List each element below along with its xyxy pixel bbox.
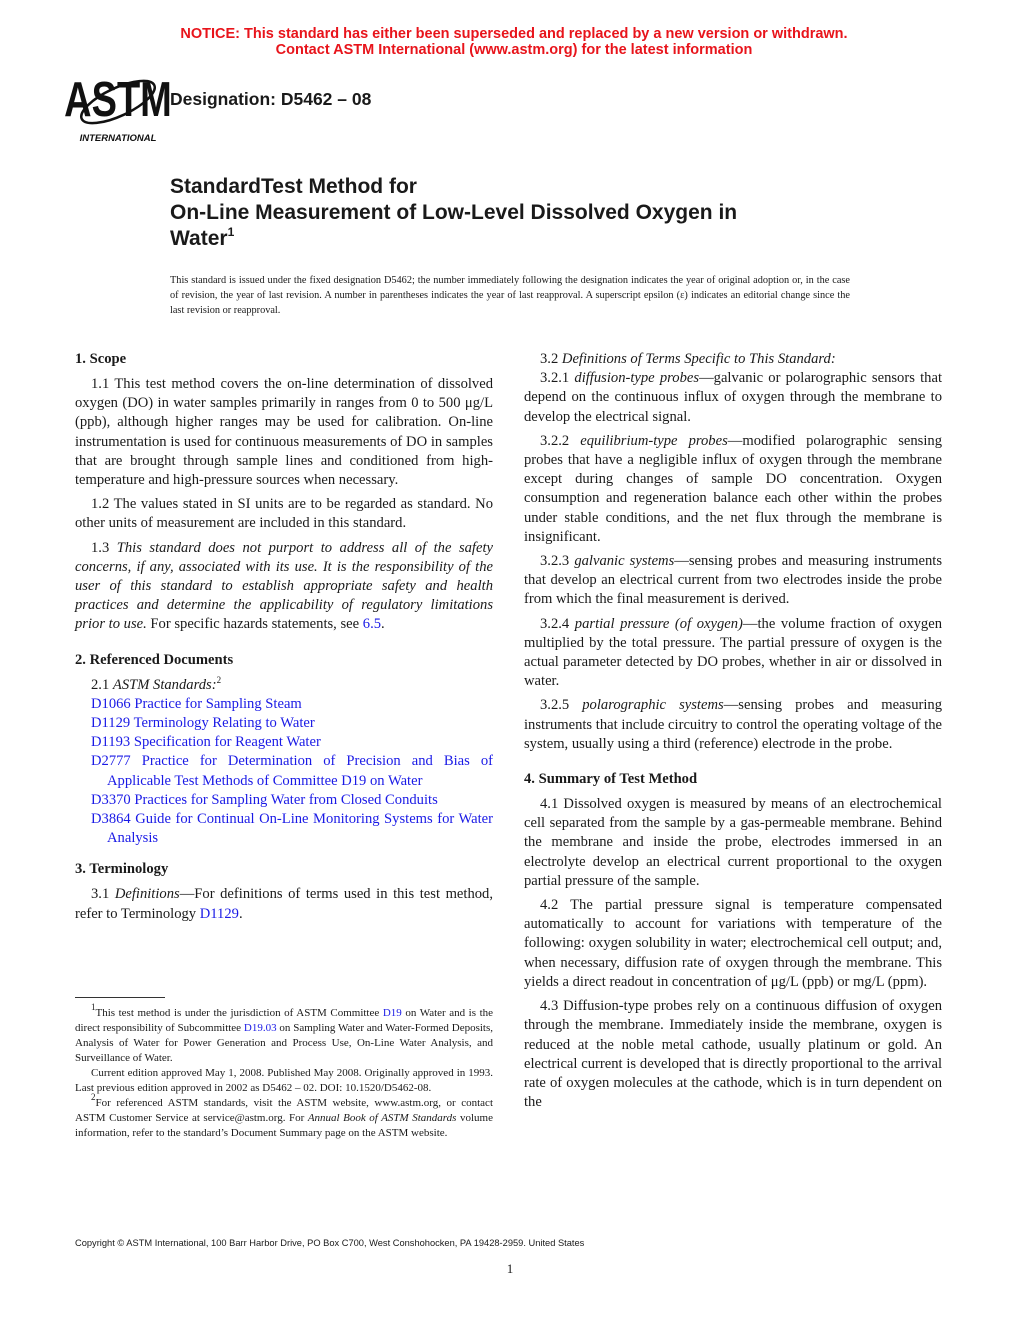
para-num: 2.1 xyxy=(91,676,110,693)
footnote-divider xyxy=(75,997,165,998)
reference-code[interactable]: D2777 xyxy=(91,753,131,770)
section-heading-terminology: 3. Terminology xyxy=(75,861,169,878)
page-number: 1 xyxy=(506,1261,514,1276)
para-text: For specific hazards statements, see xyxy=(150,616,360,633)
para-text: —For definitions of terms used in this test method, refer to Terminology xyxy=(75,886,493,922)
title-footnote-ref[interactable]: 1 xyxy=(227,225,235,239)
paragraph-2-1 xyxy=(75,676,493,695)
paragraph-1-1: 1.1 This test method covers the on-line determination of dissolved oxygen (DO) in water samples primarily in ranges from 0 to 500 μg/L (ppb), although higher ranges may be used for calibration. On-line instrumentation is used for continuous measurements of DO in samples that are brought through sample lines and conditioned from high-temperature and high-pressure sources when necessary. xyxy=(75,376,493,489)
footnote-marker: 2 xyxy=(91,1092,96,1102)
definition-text: —modified polarographic sensing probes that have a negligible influx of oxygen through the membrane except during changes of sample DO concentration. Oxygen consumption and regeneration balance each other within the probes under stable conditions, and the net flux through the membrane is insignificant. xyxy=(524,432,942,545)
para-num: 3.2.5 xyxy=(540,697,570,714)
section-heading-scope: 1. Scope xyxy=(75,351,127,367)
reference-item[interactable] xyxy=(75,752,493,790)
book-title: Annual Book of ASTM Standards xyxy=(307,1112,457,1124)
reference-code[interactable]: D3370 xyxy=(91,791,131,808)
safety-caveat: This standard does not purport to address all of the safety concerns, if any, associated with its use. It is the responsibility of the user of this standard to establish appropriate safety and health practices and determine the applicability of regulatory limitations prior to use. xyxy=(75,539,493,633)
preamble: This standard is issued under the fixed designation D5462; the number immediately following the designation indicates the year of original adoption or, in the case of revision, the year of last revision. A number in parentheses indicates the year of last reapproval. A superscript epsilon (ε) indicates an editorial change since the last revision or reapproval. xyxy=(170,275,850,316)
right-column xyxy=(524,350,942,1117)
term: diffusion-type probes xyxy=(574,370,700,387)
footnote-text: This test method is under the jurisdiction of ASTM Committee xyxy=(95,1007,380,1019)
notice-line-2: Contact ASTM International (www.astm.org) for the latest information xyxy=(275,42,753,58)
link-committee-d19[interactable]: D19 xyxy=(382,1007,402,1019)
logo-mark: ASTM xyxy=(64,72,172,128)
footnote-marker: 1 xyxy=(91,1002,96,1012)
astm-logo xyxy=(64,68,172,144)
document-title xyxy=(170,174,737,252)
para-end: . xyxy=(238,905,243,922)
reference-code[interactable]: D1193 xyxy=(91,734,131,751)
definition-3-2-1 xyxy=(524,369,942,427)
reference-code[interactable]: D3864 xyxy=(91,811,131,828)
term: partial pressure (of oxygen) xyxy=(574,615,743,632)
link-d1129[interactable]: D1129 xyxy=(199,905,239,922)
edition-note: Current edition approved May 1, 2008. Published May 2008. Originally approved in 1993. Last previous edition approved in 2002 as D5462 – 02. DOI: 10.1520/D5462-08. xyxy=(75,1067,493,1094)
definition-text: —sensing probes and measuring instruments that develop an electrical current from two electrodes inside the probe from which the final measurement is derived. xyxy=(524,553,942,608)
para-end: . xyxy=(381,616,385,633)
reference-title[interactable]: Terminology Relating to Water xyxy=(133,715,315,732)
footnote-text: For referenced ASTM standards, visit the ASTM website, www.astm.org, or contact ASTM Customer Service at service@astm.org. For xyxy=(75,1097,493,1124)
reference-title[interactable]: Practice for Determination of Precision and Bias of Applicable Test Methods of Committee D19 on Water xyxy=(107,753,493,789)
paragraph-1-2: 1.2 The values stated in SI units are to be regarded as standard. No other units of measurement are included in this standard. xyxy=(75,496,493,532)
definition-3-2-2 xyxy=(524,432,942,547)
reference-title[interactable]: Practices for Sampling Water from Closed Conduits xyxy=(134,791,438,808)
footnotes xyxy=(75,1002,494,1141)
para-num: 1.3 xyxy=(91,539,110,556)
definition-text: —the volume fraction of oxygen multiplied by the total pressure. The partial pressure of oxygen is the actual parameter detected by DO probes, whether in air or dissolved in water. xyxy=(524,615,942,690)
footnote-text: on Water and is the direct responsibility of Subcommittee xyxy=(75,1007,494,1034)
definition-text: —sensing probes and measuring instruments that include circuitry to control the operating voltage of the system, usually using a third (reference) electrode in the probe. xyxy=(524,697,943,752)
footnote-2 xyxy=(75,1092,493,1141)
reference-title[interactable]: Guide for Continual On-Line Monitoring Systems for Water Analysis xyxy=(107,811,493,847)
reference-code[interactable]: D1129 xyxy=(91,715,131,732)
definition-3-2-5 xyxy=(524,696,942,754)
referenced-documents-list xyxy=(75,695,493,849)
definition-3-2-4 xyxy=(524,615,942,692)
astm-standards-label: ASTM Standards: xyxy=(112,676,217,693)
reference-item[interactable] xyxy=(75,714,493,733)
footnote-text: on Sampling Water and Water-Formed Deposits, Analysis of Water for Power Generation and Process Use, On-Line Water Analysis, and Surveillance of Water. xyxy=(75,1022,493,1064)
reference-title[interactable]: Specification for Reagent Water xyxy=(133,734,321,751)
para-num: 3.2.2 xyxy=(540,432,570,449)
paragraph-4-2: 4.2 The partial pressure signal is temperature compensated automatically to account for variations with temperature of the following: oxygen solubility in water; electrochemical cell output; and, when necessary, diffusion rate of oxygen through the membrane. This yields a direct readout in concentration of μg/L (ppb) or mg/L (ppm). xyxy=(524,897,942,990)
title-line-2: On-Line Measurement of Low-Level Dissolved Oxygen in xyxy=(170,201,738,224)
term: equilibrium-type probes xyxy=(580,432,728,449)
designation: Designation: D5462 – 08 xyxy=(170,89,372,109)
term: polarographic systems xyxy=(582,697,724,714)
reference-item[interactable] xyxy=(75,733,493,752)
reference-item[interactable] xyxy=(75,695,493,714)
term: galvanic systems xyxy=(574,553,675,570)
para-num: 3.2.3 xyxy=(540,553,570,570)
footnote-text: volume information, refer to the standard’s Document Summary page on the ASTM website. xyxy=(75,1112,493,1139)
reference-item[interactable] xyxy=(75,791,493,810)
left-column xyxy=(75,350,493,929)
para-num: 3.2.1 xyxy=(540,370,570,387)
footnote-ref-2[interactable]: 2 xyxy=(216,674,222,685)
para-num: 3.2.4 xyxy=(540,615,570,632)
reference-code[interactable]: D1066 xyxy=(91,695,131,712)
definition-text: —galvanic or polarographic sensors that depend on the continuous influx of oxygen through the membrane to develop the electrical signal. xyxy=(524,370,942,425)
link-section-6-5[interactable]: 6.5 xyxy=(362,616,382,633)
reference-item[interactable] xyxy=(75,810,493,848)
section-heading-referenced-documents: 2. Referenced Documents xyxy=(75,651,234,668)
paragraph-3-2 xyxy=(524,350,942,369)
section-heading-summary: 4. Summary of Test Method xyxy=(524,771,698,788)
copyright: Copyright © ASTM International, 100 Barr Harbor Drive, PO Box C700, West Conshohocken, PA 19428-2959. United States xyxy=(75,1238,585,1248)
definition-3-2-3 xyxy=(524,552,942,610)
withdrawal-notice xyxy=(0,26,1020,58)
paragraph-1-3 xyxy=(75,539,493,635)
title-line-3: Water xyxy=(170,227,228,250)
logo-subtitle: INTERNATIONAL xyxy=(79,133,157,144)
para-num: 3.1 xyxy=(91,886,110,903)
link-subcommittee-d19-03[interactable]: D19.03 xyxy=(243,1022,277,1034)
title-line-1: StandardTest Method for xyxy=(170,175,417,198)
subheading: Definitions of Terms Specific to This Standard: xyxy=(561,351,836,367)
footnote-1 xyxy=(75,1002,494,1066)
para-num: 3.2 xyxy=(540,351,559,367)
notice-line-1: NOTICE: This standard has either been superseded and replaced by a new version or withdrawn. xyxy=(180,26,848,42)
term: Definitions xyxy=(114,886,180,903)
paragraph-4-3: 4.3 Diffusion-type probes rely on a continuous diffusion of oxygen through the membrane. Immediately inside the membrane, oxygen is reduced at the noble metal cathode, usually platinum or gold. An electrical current is developed that is directly proportional to the arrival rate of oxygen molecules at the cathode, which is in turn dependent on the xyxy=(524,998,942,1111)
reference-title[interactable]: Practice for Sampling Steam xyxy=(134,695,302,712)
paragraph-3-1 xyxy=(75,885,493,923)
paragraph-4-1: 4.1 Dissolved oxygen is measured by means of an electrochemical cell separated from the sample by a gas-permeable membrane. Behind the membrane and inside the probe, electrodes immersed in an electrolyte develop an electrical current proportional to the oxygen partial pressure of the sample. xyxy=(524,796,942,889)
